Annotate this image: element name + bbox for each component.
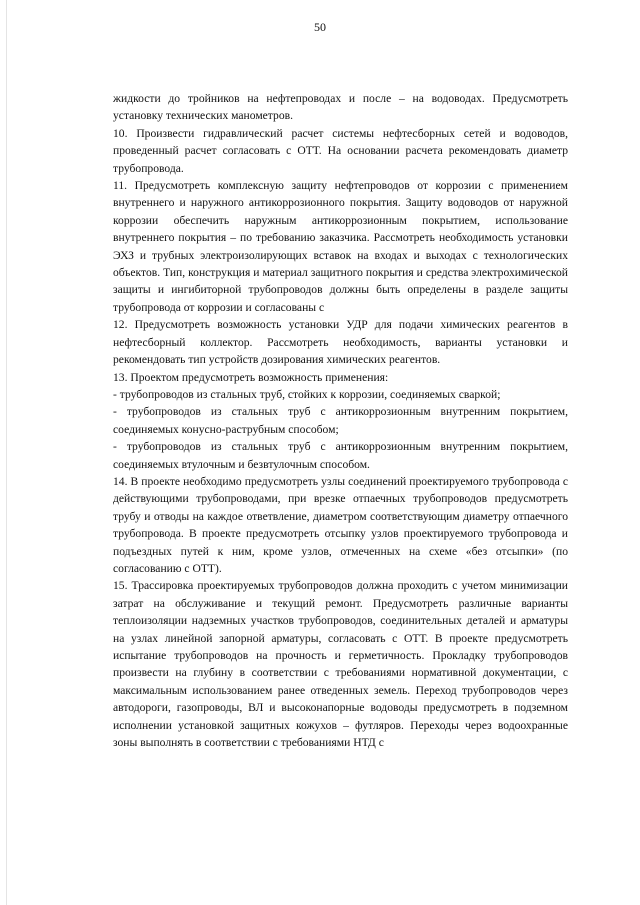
page-number: 50 [314, 20, 326, 34]
paragraph-14: 14. В проекте необходимо предусмотреть узлы соединений проектируемого трубопровода с действующими трубопроводами, при врезке отпаечных трубопроводов предусмотреть трубу и отводы на каждое ответвление, диаметром соответствующим диаметру отпаечного трубопровода. В проекте предусмотреть отсыпку узлов проектируемого трубопровода и подъездных путей к ним, кроме узлов, отмеченных на схеме «без отсыпки» (по согласованию с ОТТ). [113, 474, 568, 575]
list-item-2: - трубопроводов из стальных труб с антикоррозионным внутренним покрытием, соединяемых конусно-раструбным способом; [113, 405, 568, 436]
paragraph-continuation: жидкости до тройников на нефтепроводах и после – на водоводах. Предусмотреть установку технических манометров. [113, 92, 568, 123]
paragraph-11: 11. Предусмотреть комплексную защиту нефтепроводов от коррозии с применением внутреннего и наружного антикоррозионного покрытия. Защиту водоводов от наружной коррозии обеспечить наружным антикоррозионным покрытием, использование внутреннего покрытия – по требованию заказчика. Рассмотреть необходимость установки ЭХЗ и трубных электроизолирующих вставок на входах и выходах с технологических объектов. Тип, конструкция и материал защитного покрытия и средства электрохимической защиты и ингибиторной трубопроводов должны быть определены в разделе защиты трубопровода от коррозии и согласованы с [113, 179, 568, 314]
paragraph-13: 13. Проектом предусмотреть возможность применения: [113, 370, 389, 384]
paragraph-10: 10. Произвести гидравлический расчет системы нефтесборных сетей и водоводов, проведенный расчет согласовать с ОТТ. На основании расчета рекомендовать диаметр трубопровода. [113, 126, 568, 175]
list-item-3: - трубопроводов из стальных труб с антикоррозионным внутренним покрытием, соединяемых втулочным и безвтулочным способом. [113, 440, 568, 471]
list-item-1: - трубопроводов из стальных труб, стойких к коррозии, соединяемых сваркой; [113, 387, 501, 401]
page-edge-line [6, 0, 7, 905]
paragraph-12: 12. Предусмотреть возможность установки УДР для подачи химических реагентов в нефтесборный коллектор. Рассмотреть необходимость, варианты установки и рекомендовать тип устройств дозирования химических реагентов. [113, 318, 568, 367]
paragraph-15: 15. Трассировка проектируемых трубопроводов должна проходить с учетом минимизации затрат на обслуживание и текущий ремонт. Предусмотреть различные варианты теплоизоляции надземных участков трубопроводов, соединительных деталей и арматуры на узлах линейной запорной арматуры, согласовать с ОТТ. В проекте предусмотреть испытание трубопроводов на прочность и герметичность. Прокладку трубопроводов произвести на глубину в соответствии с требованиями нормативной документации, с максимальным использованием ранее отведенных земель. Переход трубопроводов через автодороги, газопроводы, ВЛ и высоконапорные водоводы предусмотреть в подземном исполнении установкой защитных кожухов – футляров. Переходы через водоохранные зоны выполнять в соответствии с требованиями НТД с [113, 579, 568, 750]
document-body [113, 90, 568, 751]
